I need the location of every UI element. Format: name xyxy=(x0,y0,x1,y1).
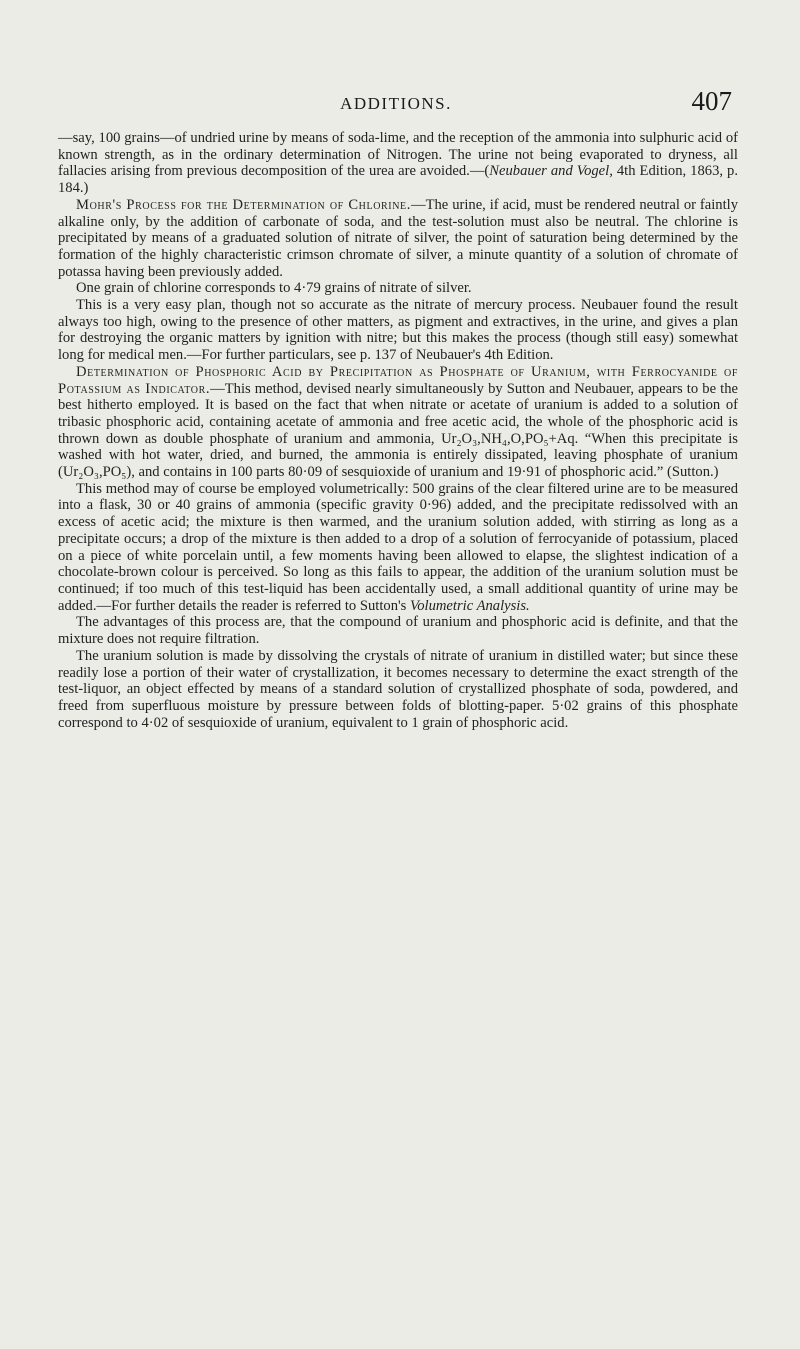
page-header xyxy=(60,86,732,122)
paragraph-volumetric xyxy=(58,481,738,615)
paragraph-text: The advantages of this process are, that the compound of uranium and phosphoric acid is definite, and that the mixture does not require filtration. xyxy=(58,614,738,648)
paragraph-text: The uranium solution is made by dissolving the crystals of nitrate of uranium in distilled water; but since these readily lose a portion of their water of crystallization, it becomes necessary to determine the exact strength of the test-liquor, an object effected by means of a standard solution of crystallized phosphate of soda, powdered, and freed from superfluous moisture by pressure between folds of blotting-paper. 5·02 grains of this phosphate correspond to 4·02 of sesquioxide of uranium, equivalent to 1 grain of phosphoric acid. xyxy=(58,647,738,731)
paragraph-text: 4th Edition, 1863, p. 184.) xyxy=(58,163,738,197)
paragraph-method-notes xyxy=(58,297,738,364)
paragraph-equivalence xyxy=(58,280,738,297)
paragraph-text: —The urine, if acid, must be rendered neutral or faintly alkaline only, by the addition of carbonate of soda, and the test-solution must also be neutral. The chlorine is precipitated by means of a graduated solution of nitrate of silver, the point of saturation being determined by the formation of the highly characteristic crimson chromate of silver, a minute quantity of a solution of chromate of potassa having been previously added. xyxy=(58,196,738,280)
citation: Volumetric Analysis. xyxy=(409,597,530,614)
paragraph-text: This method may of course be employed volumetrically: 500 grains of the clear filtered urine are to be measured into a flask, 30 or 40 grains of ammonia (specific gravity 0·96) added, and the precipitate redissolved with an excess of acetic acid; the mixture is then warmed, and the uranium solution added, with stirring as long as a precipitate occurs; a drop of the mixture is then added to a drop of a solution of ferrocyanide of potassium, placed on a piece of white porcelain until, a few moments having been allowed to elapse, the slightest indication of a chocolate-brown colour is perceived. So long as this fails to appear, the addition of the uranium solution must be continued; if too much of this test-liquid has been accidentally used, a small additional quantity of urine may be added.—For further details the reader is referred to Sutton's xyxy=(58,480,738,614)
paragraph-phosphoric-acid xyxy=(58,364,738,481)
paragraph-continuation xyxy=(58,130,738,197)
paragraph-uranium-solution xyxy=(58,648,738,732)
section-heading: Mohr's Process for the Determination of Chlorine. xyxy=(76,196,411,213)
paragraph-text: —This method, devised nearly simultaneously by Sutton and Neubauer, appears to be the best hitherto employed. It is based on the fact that when nitrate or acetate of uranium is added to a solution of tribasic phosphoric acid, containing acetate of ammonia and free acetic acid, the whole of the phosphoric acid is thrown down as double phosphate of uranium and ammonia, Ur₂O₃,NH₄,O,PO₅+Aq. “When this precipitate is washed with hot water, dried, and burned, the ammonia is entirely dissipated, leaving phosphate of uranium (Ur₂O₃,PO₅), and contains in 100 parts 80·09 of sesquioxide of uranium and 19·91 of phosphoric acid.” (Sutton.) xyxy=(58,380,738,481)
page-number: 407 xyxy=(691,86,732,116)
paragraph-text: This is a very easy plan, though not so accurate as the nitrate of mercury process. Neubauer found the result always too high, owing to the presence of other matters, as pigment and extractives, in the urine, and gives a plan for destroying the organic matters by ignition with nitre; but this makes the process (though still easy) somewhat long for medical men.—For further particulars, see p. 137 of Neubauer's 4th Edition. xyxy=(58,297,738,364)
citation: Neubauer and Vogel, xyxy=(489,163,613,180)
body-text xyxy=(58,130,738,731)
paragraph-text: One grain of chlorine corresponds to 4·79 grains of nitrate of silver. xyxy=(76,280,472,297)
paragraph-text: —say, 100 grains—of undried urine by means of soda-lime, and the reception of the ammonia into sulphuric acid of known strength, as in the ordinary determination of Nitrogen. The urine not being evaporated to dryness, all fallacies arising from previous decomposition of the urea are avoided.—( xyxy=(58,130,738,180)
paragraph-chlorine xyxy=(58,197,738,281)
section-heading: Determination of Phosphoric Acid by Precipitation as Phosphate of Uranium, with Ferrocyanide of Potassium as Indicator. xyxy=(58,363,738,397)
running-head: ADDITIONS. xyxy=(340,94,452,113)
paragraph-advantages xyxy=(58,614,738,647)
